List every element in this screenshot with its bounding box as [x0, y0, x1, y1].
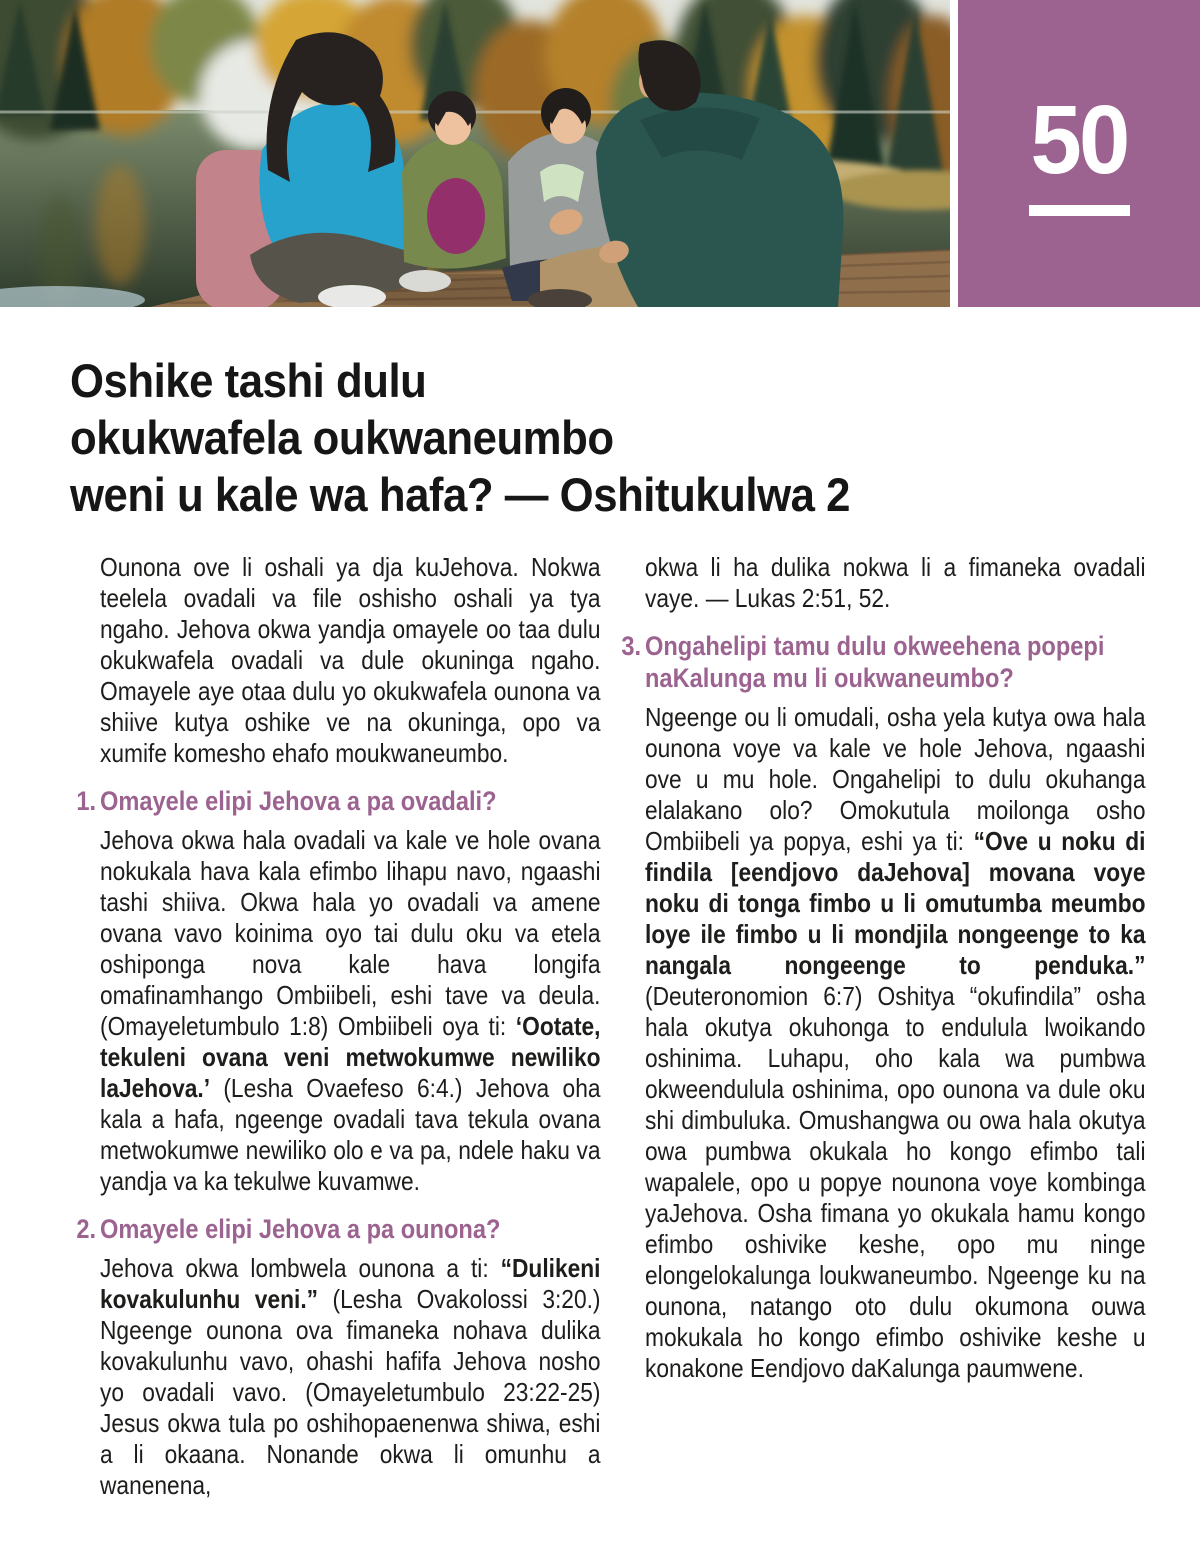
body-paragraph	[100, 552, 601, 769]
right-column	[621, 552, 1146, 1393]
body-text: (Deuteronomion 6:7) Oshitya “okufindila” osha hala okutya okuhonga to endulula lwoikando oshinima. Luhapu, oho kala wa pumbwa okweendulula oshinima, opo ounona va dule oku shi dimbuluka. Omushangwa ou owa hala okutya owa pumbwa okukala ho kongo efimbo tali wapalele, opo u popye nounona voye kombinga yaJehova. Osha fimana yo okukala hamu kongo efimbo oshivike keshe, opo mu ninge elongelokalunga loukwaneumbo. Ngeenge ku na ounona, natango oto dulu okumona ouwa mokukala ho kongo efimbo oshivike keshe u konakone Eendjovo daKalunga paumwene.	[645, 981, 1146, 1383]
body-text: Ngeenge ou li omudali, osha yela kutya owa hala ounona voye va kale ve hole Jehova, ngaashi ove u mu hole. Ongahelipi to dulu okuhanga elalakano olo? Omokutula moilonga osho Ombiibeli ya popya, eshi ya ti:	[645, 702, 1146, 856]
question-text: Omayele elipi Jehova a pa ounona?	[100, 1214, 501, 1244]
question-number: 1.	[76, 786, 97, 816]
header-photo	[0, 0, 950, 307]
page-title-line: Oshike tashi dulu	[70, 354, 427, 407]
page-title-line: weni u kale wa hafa? — Oshitukulwa 2	[70, 468, 850, 521]
question-text: Ongahelipi tamu dulu okweehena popepi naKalunga mu li oukwaneumbo?	[645, 631, 1105, 693]
page-title	[70, 352, 850, 523]
question-heading	[76, 1213, 601, 1245]
question-heading	[621, 630, 1146, 694]
body-paragraph	[100, 825, 601, 1197]
body-text: Ounona ove li oshali ya dja kuJehova. Nokwa teelela ovadali va file oshisho oshali ya tya ngaho. Jehova okwa yandja omayele oo taa dulu okukwafela ovadali va dule okuninga ngaho. Omayele aye otaa dulu yo okukwafela ounona va shiive kutya oshike ve na okuninga, opo va xumife komesho ehafo moukwaneumbo.	[100, 552, 601, 768]
lesson-number-underline	[1029, 205, 1130, 216]
question-number: 2.	[76, 1214, 97, 1244]
body-text: okwa li ha dulika nokwa li a fimaneka ovadali vaye. — Lukas 2:51, 52.	[645, 552, 1146, 613]
scripture-quote-bold: ‘Ootate, tekuleni ovana veni metwokumwe newiliko laJehova.’	[100, 1011, 601, 1103]
lakeside-family-illustration	[0, 0, 950, 307]
question-heading	[76, 785, 601, 817]
lesson-number-badge	[958, 0, 1200, 307]
scripture-quote-bold: “Dulikeni kovakulunhu veni.”	[100, 1253, 601, 1314]
page-header	[0, 0, 1200, 307]
scripture-quote-bold: “Ove u noku di findila [eendjovo daJehova] movana voye noku di tonga fimbo u li omutumba meumbo loye ile fimbo u li mondjila nongeenge to ka nangala nongeenge to penduka.”	[645, 826, 1146, 980]
question-text: Omayele elipi Jehova a pa ovadali?	[100, 786, 497, 816]
lesson-number: 50	[1030, 85, 1128, 194]
body-text: (Lesha Ovakolossi 3:20.) Ngeenge ounona ova fimaneka nohava dulika kovakulunhu vavo, ohashi hafifa Jehova nosho yo ovadali vavo. (Omayeletumbulo 23:22-25) Jesus okwa tula po oshihopaenenwa shiwa, eshi a li okaana. Nonande okwa li omunhu a wanenena,	[100, 1284, 601, 1500]
body-text: Jehova okwa lombwela ounona a ti:	[100, 1253, 501, 1283]
body-paragraph	[100, 1253, 601, 1501]
body-text: (Lesha Ovaefeso 6:4.) Jehova oha kala a hafa, ngeenge ovadali tava tekula ovana metwokumwe newiliko olo e va pa, ndele haku va yandja va ka tekulwe kuvamwe.	[100, 1073, 601, 1196]
body-paragraph	[645, 702, 1146, 1384]
left-column	[76, 552, 601, 1510]
body-paragraph	[645, 552, 1146, 614]
body-text: Jehova okwa hala ovadali va kale ve hole ovana nokukala hava kala efimbo lihapu navo, ngaashi tashi shiiva. Okwa hala yo ovadali va amene ovana vavo koinima oyo tai dulu oku va etela oshiponga nova kale hava longifa omafinamhango Ombiibeli, eshi tave va deula. (Omayeletumbulo 1:8) Ombiibeli oya ti:	[100, 825, 601, 1041]
question-number: 3.	[621, 631, 642, 661]
page-title-line: okukwafela oukwaneumbo	[70, 411, 614, 464]
